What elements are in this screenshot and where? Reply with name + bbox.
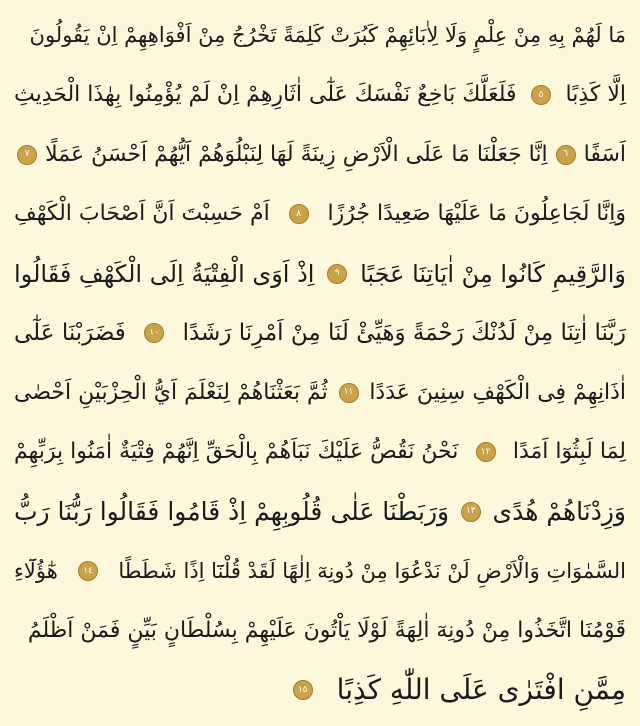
verse-line [14,304,626,364]
verse-line [14,185,626,245]
verse-number-marker-icon: ١١ [339,383,359,403]
verse-text: وَالرَّقِيمِ كَانُوا مِنْ اٰيَاتِنَا عَجَبًا [360,259,626,288]
verse-line [14,601,626,661]
verse-text: السَّمٰوَاتِ وَالْاَرْضِ لَنْ نَدْعُوَا مِنْ دُونِهٓ اِلٰهًا لَقَدْ قُلْنَٓا اِذًا شَطَطًا [118,558,626,583]
verse-text: ثُمَّ بَعَثْنَاهُمْ لِنَعْلَمَ اَيُّ الْحِزْبَيْنِ اَحْصٰى [14,379,328,405]
verse-line [14,423,626,483]
verse-text: هٰٓؤُلَٓاءِ [14,558,58,583]
verse-line [14,363,626,423]
verse-number-marker-icon: ١٠ [144,323,164,343]
verse-text: وَرَبَطْنَا عَلٰى قُلُوبِهِمْ اِذْ قَامُوا فَقَالُوا رَبُّنَا رَبُّ [14,497,450,527]
verse-number-marker-icon: ٨ [289,204,309,224]
verse-line [14,244,626,304]
verse-number-marker-icon: ٩ [327,264,347,284]
verse-line [14,482,626,542]
verse-text: فَضَرَبْنَا عَلٰٓى [14,319,126,346]
verse-number-marker-icon: ٥ [531,85,551,105]
verse-number-marker-icon: ١٣ [461,502,481,522]
verse-text: لِمَا لَبِثُوٓا اَمَدًا [512,439,626,465]
verse-text: اِلَّا كَذِبًا [565,82,626,108]
verse-number-marker-icon: ١٢ [476,442,496,462]
verse-text: نَحْنُ نَقُصُّ عَلَيْكَ نَبَاَهُمْ بِالْحَقِّ اِنَّهُمْ فِتْيَةٌ اٰمَنُوا بِرَبِّهِمْ [14,439,459,465]
verse-number-marker-icon: ٦ [556,145,576,165]
verse-text: اِنَّا جَعَلْنَا مَا عَلَى الْاَرْضِ زِينَةً لَهَا لِنَبْلُوَهُمْ اَيُّهُمْ اَحْسَنُ عَمَلًا [45,141,548,167]
verse-text: مِمَّنِ افْتَرٰى عَلَى اللّٰهِ كَذِبًا [336,673,626,707]
verse-text: اٰذَانِهِمْ فِى الْكَهْفِ سِنِينَ عَدَدًا [369,379,626,405]
verse-text: فَلَعَلَّكَ بَاخِعٌ نَفْسَكَ عَلٰٓى اٰثَارِهِمْ اِنْ لَمْ يُؤْمِنُوا بِهٰذَا الْحَدِيثِ [14,82,517,108]
verse-text: وَزِدْنَاهُمْ هُدًى [492,497,626,527]
verse-text: وَاِنَّا لَجَاعِلُونَ مَا عَلَيْهَا صَعِيدًا جُرُزًا [327,201,626,227]
verse-number-marker-icon: ٧ [17,145,37,165]
verse-text: قَوْمُنَا اتَّخَذُوا مِنْ دُونِهٓ اٰلِهَةً لَوْلَا يَاْتُونَ عَلَيْهِمْ بِسُلْطَانٍ بَيِّنٍ فَمَنْ اَظْلَمُ [27,617,626,643]
verse-line [14,542,626,602]
verse-text: اَمْ حَسِبْتَ اَنَّ اَصْحَابَ الْكَهْفِ [14,201,270,227]
verse-line [14,125,626,185]
verse-text: اَسَفًا [583,141,626,167]
verse-line [14,66,626,126]
verse-line [14,661,626,721]
verse-number-marker-icon: ١٥ [293,680,313,700]
verse-text: مَا لَهُمْ بِهِ مِنْ عِلْمٍ وَلَا لِاٰبَائِهِمْ كَبُرَتْ كَلِمَةً تَخْرُجُ مِنْ اَفْوَاهِهِمْ اِنْ يَقُولُونَ [29,23,626,48]
verse-text: اِذْ اَوَى الْفِتْيَةُ اِلَى الْكَهْفِ فَقَالُوا [14,259,315,288]
verse-number-marker-icon: ١٤ [78,561,98,581]
verse-text: رَبَّنَا اٰتِنَا مِنْ لَدُنْكَ رَحْمَةً وَهَيِّئْ لَنَا مِنْ اَمْرِنَا رَشَدًا [182,319,626,346]
verse-line [14,6,626,66]
